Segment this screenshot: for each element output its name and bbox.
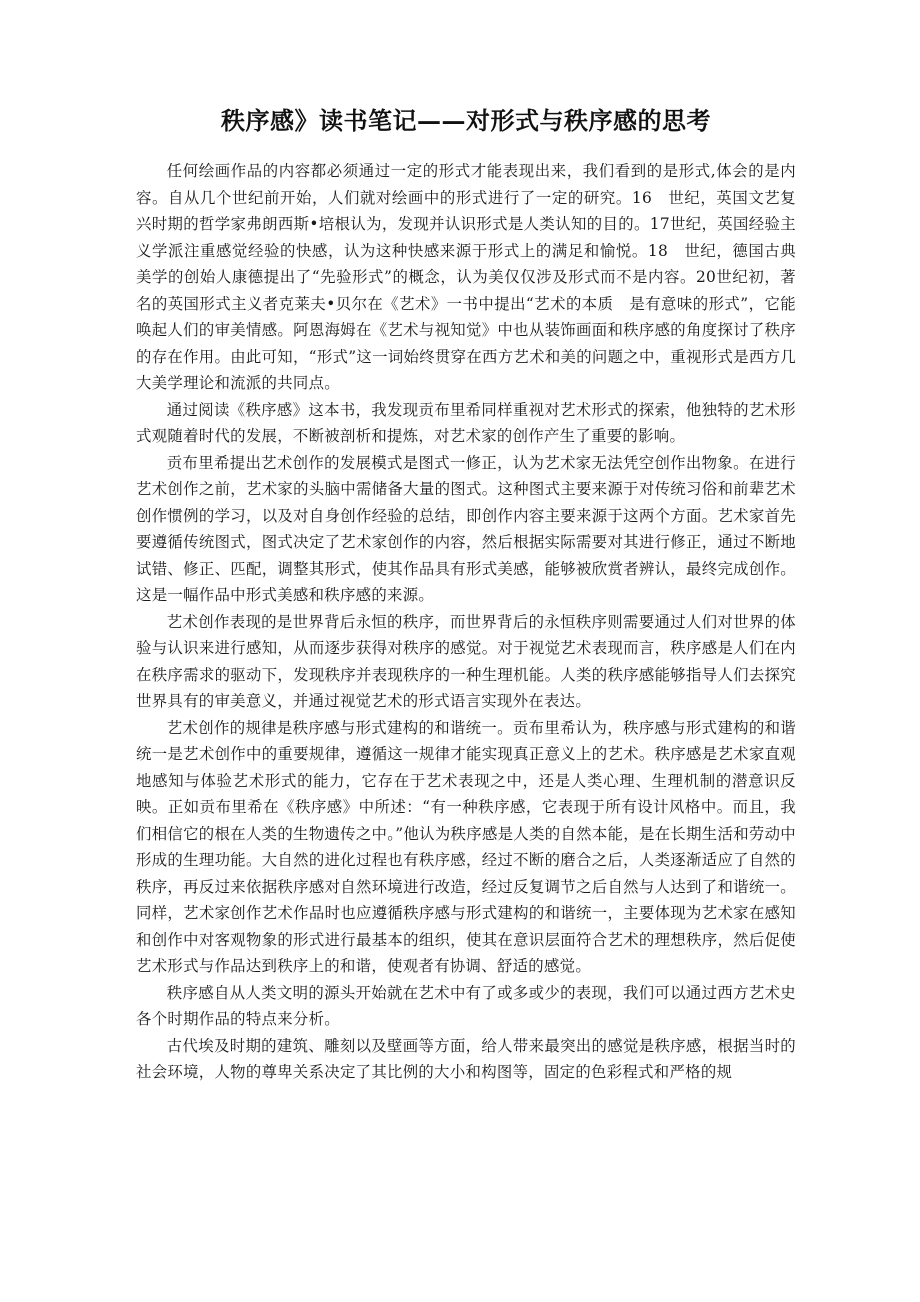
paragraph-5: 艺术创作的规律是秩序感与形式建构的和谐统一。贡布里希认为，秩序感与形式建构的和谐统一是艺术创作中的重要规律，遵循这一规律才能实现真正意义上的艺术。秩序感是艺术家直观地感知与体验艺术形式的能力，它存在于艺术表现之中，还是人类心理、生理机制的潜意识反映。正如贡布里希在《秩序感》中所述：“有一种秩序感，它表现于所有设计风格中。而且，我们相信它的根在人类的生物遗传之中。”他认为秩序感是人类的自然本能，是在长期生活和劳动中形成的生理功能。大自然的进化过程也有秩序感，经过不断的磨合之后，人类逐渐适应了自然的秩序，再反过来依据秩序感对自然环境进行改造，经过反复调节之后自然与人达到了和谐统一。同样，艺术家创作艺术作品时也应遵循秩序感与形式建构的和谐统一，主要体现为艺术家在感知和创作中对客观物象的形式进行最基本的组织，使其在意识层面符合艺术的理想秩序，然后促使艺术形式与作品达到秩序上的和谐，使观者有协调、舒适的感觉。	[136, 718, 796, 975]
paragraph-7: 古代埃及时期的建筑、雕刻以及壁画等方面，给人带来最突出的感觉是秩序感，根据当时的社会环境，人物的尊卑关系决定了其比例的大小和构图等，固定的色彩程式和严格的规	[136, 1036, 796, 1081]
paragraph-1: 任何绘画作品的内容都必须通过一定的形式才能表现出来，我们看到的是形式,体会的是内容。自从几个世纪前开始，人们就对绘画中的形式进行了一定的研究。16 世纪，英国文艺复兴时期的哲学家弗朗西斯•培根认为，发现并认识形式是人类认知的目的。17世纪，英国经验主义学派注重感觉经验的快感，认为这种快感来源于形式上的满足和愉悦。18 世纪，德国古典美学的创始人康德提出了“先验形式”的概念，认为美仅仅涉及形式而不是内容。20世纪初，著名的英国形式主义者克莱夫•贝尔在《艺术》一书中提出“艺术的本质 是有意味的形式”，它能唤起人们的审美情感。阿恩海姆在《艺术与视知觉》中也从装饰画面和秩序感的角度探讨了秩序的存在作用。由此可知，“形式”这一词始终贯穿在西方艺术和美的问题之中，重视形式是西方几大美学理论和流派的共同点。	[136, 162, 796, 392]
document-page	[136, 104, 796, 1086]
document-title: 秩序感》读书笔记——对形式与秩序感的思考	[221, 106, 711, 135]
paragraph-6: 秩序感自从人类文明的源头开始就在艺术中有了或多或少的表现，我们可以通过西方艺术史各个时期作品的特点来分析。	[136, 983, 796, 1028]
paragraph-2: 通过阅读《秩序感》这本书，我发现贡布里希同样重视对艺术形式的探索，他独特的艺术形式观随着时代的发展，不断被剖析和提炼，对艺术家的创作产生了重要的影响。	[136, 400, 796, 445]
paragraph-3: 贡布里希提出艺术创作的发展模式是图式一修正，认为艺术家无法凭空创作出物象。在进行艺术创作之前，艺术家的头脑中需储备大量的图式。这种图式主要来源于对传统习俗和前辈艺术创作惯例的学习，以及对自身创作经验的总结，即创作内容主要来源于这两个方面。艺术家首先要遵循传统图式，图式决定了艺术家创作的内容，然后根据实际需要对其进行修正，通过不断地试错、修正、匹配，调整其形式，使其作品具有形式美感，能够被欣赏者辨认，最终完成创作。这是一幅作品中形式美感和秩序感的来源。	[136, 453, 796, 604]
paragraph-4: 艺术创作表现的是世界背后永恒的秩序，而世界背后的永恒秩序则需要通过人们对世界的体验与认识来进行感知，从而逐步获得对秩序的感觉。对于视觉艺术表现而言，秩序感是人们在内在秩序需求的驱动下，发现秩序并表现秩序的一种生理机能。人类的秩序感能够指导人们去探究世界具有的审美意义，并通过视觉艺术的形式语言实现外在表达。	[136, 612, 796, 710]
